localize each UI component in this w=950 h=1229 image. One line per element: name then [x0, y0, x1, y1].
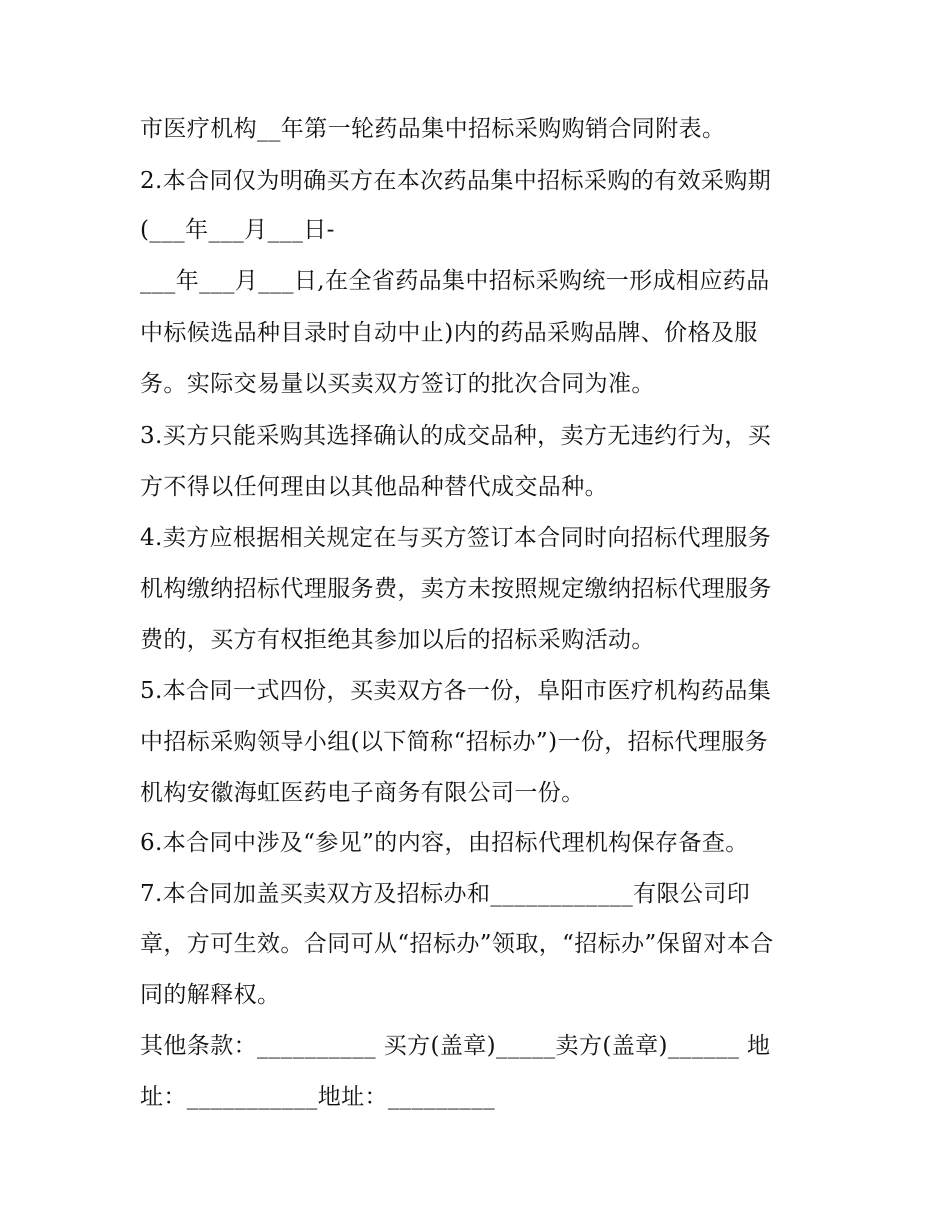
- text-line: ___年___月___日,在全省药品集中招标采购统一形成相应药品: [140, 268, 770, 294]
- text-line: 7.本合同加盖买卖双方及招标办和____________有限公司印: [140, 881, 751, 907]
- text-line: 市医疗机构__年第一轮药品集中招标采购购销合同附表。: [140, 116, 726, 142]
- text-line: 其他条款：__________ 买方(盖章)_____卖方(盖章)______ 地: [140, 1033, 771, 1059]
- text-line: 5.本合同一式四份，买卖双方各一份，阜阳市医疗机构药品集: [140, 678, 772, 704]
- text-line: 中标候选品种目录时自动中止)内的药品采购品牌、价格及服: [140, 320, 758, 346]
- text-line: 费的，买方有权拒绝其参加以后的招标采购活动。: [140, 627, 655, 653]
- text-line: 机构缴纳招标代理服务费，卖方未按照规定缴纳招标代理服务: [140, 576, 772, 602]
- text-line: 2.本合同仅为明确买方在本次药品集中招标采购的有效采购期: [140, 168, 772, 194]
- text-line: 址：___________地址：_________: [140, 1084, 495, 1110]
- text-line: 机构安徽海虹医药电子商务有限公司一份。: [140, 780, 585, 806]
- text-line: 3.买方只能采购其选择确认的成交品种，卖方无违约行为，买: [140, 423, 772, 449]
- text-line: 4.卖方应根据相关规定在与买方签订本合同时向招标代理服务: [140, 525, 772, 551]
- text-line: 中招标采购领导小组(以下简称“招标办”)一份，招标代理服务: [140, 729, 769, 755]
- text-line: 同的解释权。: [140, 982, 281, 1008]
- text-line: 6.本合同中涉及“参见”的内容，由招标代理机构保存备查。: [140, 830, 749, 856]
- text-line: 务。实际交易量以买卖双方签订的批次合同为准。: [140, 371, 655, 397]
- text-line: 方不得以任何理由以其他品种替代成交品种。: [140, 474, 608, 500]
- text-line: (___年___月___日-: [140, 217, 335, 243]
- text-line: 章，方可生效。合同可从“招标办”领取，“招标办”保留对本合: [140, 931, 774, 957]
